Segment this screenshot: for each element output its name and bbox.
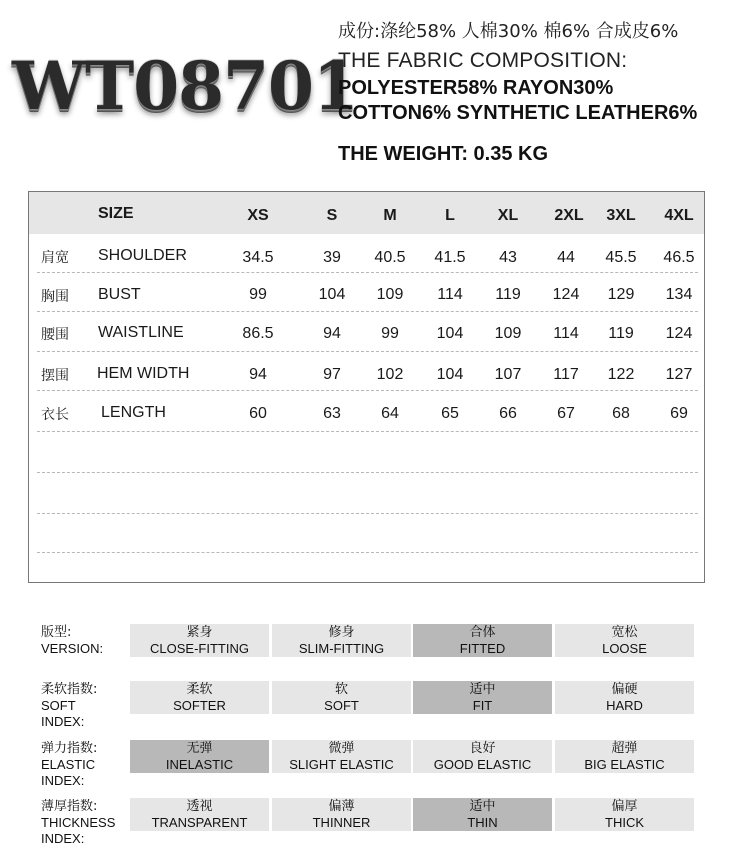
soft-option-hard: 偏硬 HARD bbox=[555, 681, 694, 714]
size-cell: 63 bbox=[323, 405, 341, 422]
version-label-en: VERSION: bbox=[41, 641, 104, 656]
size-cell: 97 bbox=[323, 366, 341, 383]
size-cell: 41.5 bbox=[434, 249, 466, 266]
soft-index-label-cn: 柔软指数: bbox=[41, 682, 98, 697]
composition-line-1: POLYESTER58% RAYON30% bbox=[338, 77, 614, 99]
size-cell: 94 bbox=[249, 366, 267, 383]
size-cell: 68 bbox=[612, 405, 630, 422]
row-label-en: LENGTH bbox=[101, 404, 166, 421]
row-label-en: SHOULDER bbox=[98, 247, 187, 264]
size-col-header: 4XL bbox=[664, 207, 694, 224]
row-label-cn: 衣长 bbox=[41, 407, 69, 423]
row-label-cn: 胸围 bbox=[41, 289, 69, 305]
thickness-option-transparent: 透视 TRANSPARENT bbox=[130, 798, 269, 831]
row-divider bbox=[37, 390, 698, 391]
size-cell: 40.5 bbox=[374, 249, 406, 266]
composition-line-2: COTTON6% SYNTHETIC LEATHER6% bbox=[338, 102, 698, 124]
size-cell: 99 bbox=[381, 325, 399, 342]
row-label-en: HEM WIDTH bbox=[97, 365, 190, 382]
size-cell: 99 bbox=[249, 286, 267, 303]
size-cell: 114 bbox=[553, 325, 579, 342]
size-table bbox=[28, 191, 705, 583]
size-cell: 44 bbox=[557, 249, 575, 266]
size-cell: 64 bbox=[381, 405, 399, 422]
size-cell: 46.5 bbox=[663, 249, 695, 266]
size-cell: 39 bbox=[323, 249, 341, 266]
row-label-cn: 摆围 bbox=[41, 368, 69, 384]
soft-index-label bbox=[41, 682, 97, 730]
thickness-index-label-cn: 薄厚指数: bbox=[41, 799, 98, 814]
version-option-loose: 宽松 LOOSE bbox=[555, 624, 694, 657]
size-cell: 69 bbox=[670, 405, 688, 422]
thickness-index-label-en-1: THICKNESS bbox=[41, 815, 116, 830]
size-cell: 129 bbox=[607, 286, 635, 303]
size-col-header: XL bbox=[497, 207, 519, 224]
size-cell: 104 bbox=[318, 286, 346, 303]
thickness-index-label bbox=[41, 799, 115, 847]
row-label-en: BUST bbox=[98, 286, 141, 303]
soft-option-softer: 柔软 SOFTER bbox=[130, 681, 269, 714]
version-option-close-fitting: 紧身 CLOSE-FITTING bbox=[130, 624, 269, 657]
soft-option-fit-selected: 适中 FIT bbox=[413, 681, 552, 714]
row-label-en: WAISTLINE bbox=[98, 324, 184, 341]
model-logo: WT08701 bbox=[12, 47, 358, 125]
thickness-option-thick: 偏厚 THICK bbox=[555, 798, 694, 831]
size-cell: 122 bbox=[607, 366, 635, 383]
elastic-index-label-en-1: ELASTIC bbox=[41, 757, 96, 772]
version-option-fitted-selected: 合体 FITTED bbox=[413, 624, 552, 657]
row-divider bbox=[37, 552, 698, 553]
size-cell: 119 bbox=[608, 325, 634, 342]
size-col-header: 3XL bbox=[606, 207, 636, 224]
size-cell: 119 bbox=[495, 286, 521, 303]
thickness-index-label-en-2: INDEX: bbox=[41, 831, 85, 846]
size-cell: 109 bbox=[376, 286, 404, 303]
fabric-weight: THE WEIGHT: 0.35 KG bbox=[338, 143, 549, 165]
size-cell: 65 bbox=[441, 405, 459, 422]
size-cell: 94 bbox=[323, 325, 341, 342]
composition-cn: 成份:涤纶58% 人棉30% 棉6% 合成皮6% bbox=[338, 21, 679, 42]
elastic-option-good: 良好 GOOD ELASTIC bbox=[413, 740, 552, 773]
size-cell: 114 bbox=[437, 286, 463, 303]
thickness-option-thin-selected: 适中 THIN bbox=[413, 798, 552, 831]
soft-option-soft: 软 SOFT bbox=[272, 681, 411, 714]
size-cell: 67 bbox=[557, 405, 575, 422]
size-col-header: M bbox=[383, 207, 397, 224]
row-divider bbox=[37, 431, 698, 432]
elastic-option-big: 超弹 BIG ELASTIC bbox=[555, 740, 694, 773]
composition-title: THE FABRIC COMPOSITION: bbox=[338, 49, 628, 72]
size-cell: 60 bbox=[249, 405, 267, 422]
size-cell: 86.5 bbox=[242, 325, 274, 342]
row-divider bbox=[37, 272, 698, 273]
size-cell: 43 bbox=[499, 249, 517, 266]
row-label-cn: 腰围 bbox=[41, 327, 69, 343]
size-col-header: S bbox=[326, 207, 338, 224]
size-cell: 102 bbox=[376, 366, 404, 383]
soft-index-label-en-1: SOFT bbox=[41, 698, 76, 713]
elastic-index-label-en-2: INDEX: bbox=[41, 773, 85, 788]
version-label bbox=[41, 625, 103, 657]
elastic-option-inelastic-selected: 无弹 INELASTIC bbox=[130, 740, 269, 773]
elastic-option-slight: 微弹 SLIGHT ELASTIC bbox=[272, 740, 411, 773]
size-cell: 66 bbox=[499, 405, 517, 422]
row-divider bbox=[37, 513, 698, 514]
size-table-header bbox=[29, 192, 704, 234]
elastic-index-label bbox=[41, 741, 97, 789]
row-divider bbox=[37, 311, 698, 312]
row-label-cn: 肩宽 bbox=[41, 250, 69, 266]
soft-index-label-en-2: INDEX: bbox=[41, 714, 85, 729]
version-option-slim-fitting: 修身 SLIM-FITTING bbox=[272, 624, 411, 657]
row-divider bbox=[37, 351, 698, 352]
size-cell: 34.5 bbox=[242, 249, 274, 266]
size-cell: 104 bbox=[436, 325, 464, 342]
elastic-index-label-cn: 弹力指数: bbox=[41, 741, 98, 756]
size-cell: 104 bbox=[436, 366, 464, 383]
size-col-header: L bbox=[445, 207, 455, 224]
size-col-header: XS bbox=[247, 207, 269, 224]
thickness-option-thinner: 偏薄 THINNER bbox=[272, 798, 411, 831]
size-cell: 124 bbox=[665, 325, 693, 342]
size-cell: 109 bbox=[494, 325, 522, 342]
size-cell: 45.5 bbox=[605, 249, 637, 266]
size-cell: 117 bbox=[553, 366, 579, 383]
size-cell: 107 bbox=[494, 366, 522, 383]
size-cell: 127 bbox=[665, 366, 693, 383]
size-header-label: SIZE bbox=[98, 205, 134, 222]
size-col-header: 2XL bbox=[554, 207, 584, 224]
size-cell: 134 bbox=[665, 286, 693, 303]
size-cell: 124 bbox=[552, 286, 580, 303]
row-divider bbox=[37, 472, 698, 473]
version-label-cn: 版型: bbox=[41, 625, 72, 640]
